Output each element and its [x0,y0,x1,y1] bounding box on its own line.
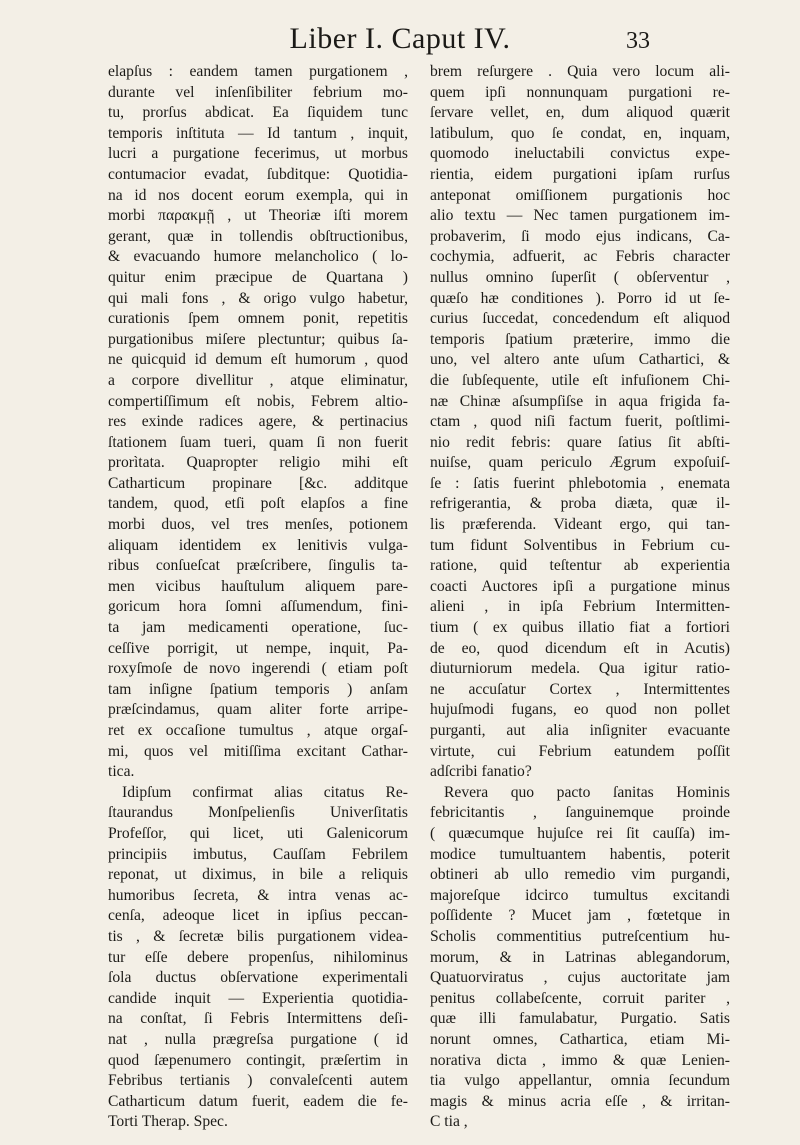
text-line: næ Chinæ aſsumpſiſse in aqua frigida fa- [430,392,730,410]
text-line: ſtaurandus Monſpelienſis Univerſitatis [108,804,408,822]
text-line: ratione, quid teſtentur ab experientia [430,557,730,575]
text-line: Profeſſor, qui licet, uti Galenicorum [108,824,408,842]
text-line: tandem, quod, etſi poſt elapſos a fine [108,495,408,513]
text-line: candide inquit — Experientia quotidia- [108,989,408,1007]
text-line: febricitantis , ſanguinemque proinde [430,804,730,822]
text-line: uno, vel altero ante uſum Cathartici, & [430,351,730,369]
text-line: morbi duos, vel tres menſes, potionem [108,516,408,534]
text-line: nio redit febris: quare ſatius ſit abſti- [430,433,730,451]
text-line: reponat, ut diximus, in bile a reliquis [108,866,408,884]
text-line: morum, & in Latrinas ablegandorum, [430,948,730,966]
text-line: Scholis commentitius putreſcentium hu- [430,927,730,945]
text-line: purganti, aut alia inſigniter evacuante [430,722,730,739]
page-header [0,22,800,62]
text-line: lis præferenda. Videant ergo, qui tan- [430,516,730,534]
text-line: poſſidente ? Mucet jam , fœtetque in [430,907,730,925]
text-line: adſcribi fanatio? [430,763,532,781]
left-column [108,62,408,1131]
text-line: cenſa, adeoque licet in ipſius peccan- [108,907,408,925]
text-line: contumacior evadat, ſubditque: Quotidia- [108,165,408,183]
text-line: nullus omnino ſuperſit ( obſerventur , [430,268,730,286]
text-line: de eo, quod dicendum eſt in Acutis) [430,639,730,657]
text-line: ne quicquid id demum eſt humorum , quod [108,351,408,369]
text-line: roxyſmoſe de novo ingerendi ( etiam poſt [108,660,408,678]
text-line: anteponat omiſſionem purgationis hoc [430,186,730,204]
text-line: obtineri ab ullo remedio vim purgandi, [430,866,730,884]
text-line: alieni , in ipſa Febrium Intermitten- [430,598,730,616]
text-line: Torti Therap. Spec. [108,1113,228,1131]
text-line: penitus collabeſcente, corruit pariter , [430,989,730,1007]
text-line: nat , nulla prægreſsa purgatione ( id [108,1030,408,1048]
text-line: nuiſse, quam periculo Ægrum expoſuiſ- [430,454,730,472]
text-line: na conſtat, ſi Febris Intermittens deſi- [108,1010,408,1028]
page-number: 33 [626,28,650,54]
text-line: principiis imbutus, Cauſſam Febrilem [108,845,408,863]
text-line: latibulum, quo ſe condat, en, inquam, [430,124,730,142]
text-line: na id nos docent eorum exempla, qui in [108,186,408,204]
text-line: Catharticum datum fuerit, eadem die fe- [108,1092,408,1110]
text-line: curationis ſpem omnem ponit, repetitis [108,310,408,328]
right-column [430,62,730,1131]
text-line: morbi παρακμῇ , ut Theoriæ iſti morem [108,207,408,225]
text-line: purgationibus miſere plectuntur; quibus ſa- [108,330,408,348]
text-line: coacti Auctores ipſi a purgatione minus [430,577,730,595]
text-line: Febribus tertianis ) convaleſcenti autem [108,1072,408,1090]
text-line: magis & minus acria eſſe , & irritan- [430,1092,730,1110]
text-line: quæſo hæ conditiones ). Porro id ut ſe- [430,289,730,307]
text-line: die ſubſequente, utile eſt infuſionem Chi- [430,371,730,389]
text-line: diuturniorum medela. Qua igitur ratio- [430,660,730,678]
text-line: Idipſum confirmat alias citatus Re- [122,783,408,801]
text-line: probaverim, ſi modo ejus indicans, Ca- [430,227,730,245]
text-line: hujuſmodi fugans, eo quod non pollet [430,701,730,719]
text-line: norativa dicta , immo & quæ Lenien- [430,1051,730,1069]
text-line: aliquam identidem ex lenitivis vulga- [108,536,408,554]
text-line: humoribus ſecreta, & intra venas ac- [108,886,408,904]
text-line: prorìtata. Quapropter religio mihi eſt [108,454,408,472]
text-line: qui mali fons , & origo vulgo habetur, [108,289,408,307]
text-line: C tia , [430,1113,468,1131]
text-line: ret ex occaſione tumultus , atque orgaſ- [108,722,408,739]
text-line: Catharticum propinare [&c. additque [108,474,408,492]
text-line: cochymia, adfuerit, ac Febris character [430,248,730,266]
text-line: ribus conſueſcat præſcribere, ſingulis ta- [108,557,408,575]
text-line: virtute, cui Febrium eatundem poſſit [430,742,730,760]
text-line: ne accuſatur Cortex , Intermittentes [430,680,730,698]
text-line: temporis ſpatium præterire, immo die [430,330,730,348]
text-line: lucri a purgatione fecerimus, ut morbus [108,145,408,163]
text-line: & evacuando humore melancholico ( lo- [108,248,408,266]
text-line: alio textu — Nec tamen purgationem im- [430,207,730,225]
text-line: compertiſſimum eſt nobis, Febrem altio- [108,392,408,410]
text-line: curius ſuccedat, concedendum eſt aliquod [430,310,730,328]
text-line: tu, prorſus abdicat. Ea ſiquidem tunc [108,104,408,122]
text-line: tium ( ex quibus illatio fiat a fortiori [430,619,730,637]
text-line: temporis inſtituta — Id tantum , inquit, [108,124,408,142]
text-line: Revera quo pacto ſanitas Hominis [444,783,730,801]
text-line: mi, quos vel mitiſſima excitant Cathar- [108,742,408,760]
text-line: tia vulgo appellantur, omnia ſecundum [430,1072,730,1090]
running-head: Liber I. Caput IV. [289,22,511,55]
text-line: ctam , quod niſi factum fuerit, poſtlimi- [430,413,730,431]
text-line: tica. [108,763,135,781]
text-line: quitur enim præcipue de Quartana ) [108,268,408,286]
text-line: men vicibus hauſtulum aliquem pare- [108,577,408,595]
text-line: ſola ductus obſervatione experimentali [108,969,408,987]
text-line: gerant, quæ in tollendis obſtructionibus, [108,227,408,245]
text-line: brem reſurgere . Quia vero locum ali- [430,63,730,80]
text-line: Quatuorviratus , cujus auctoritate jam [430,969,730,987]
text-columns [108,62,730,1131]
text-line: majoreſque idcirco tumultus excitandi [430,886,730,904]
text-line: a corpore divellitur , atque eliminatur, [108,371,408,389]
text-line: quod ſæpenumero contingit, præſertim in [108,1051,408,1069]
text-line: res exinde radices agere, & pertinacius [108,413,408,431]
text-line: ta jam medicamenti operatione, ſuc- [108,619,408,637]
text-line: tam inſigne ſpatium temporis ) anſam [108,680,408,698]
text-line: quæ illi famulabatur, Purgatio. Satis [430,1010,730,1028]
text-line: durante vel inſenſibiliter febrium mo- [108,83,408,101]
text-line: elapſus : eandem tamen purgationem , [108,63,408,80]
text-line: quem ipſi nonnunquam purgationi re- [430,83,730,101]
text-line: ( quæcumque hujuſce rei ſit cauſſa) im- [430,824,730,842]
text-line: rientia, eidem purgationi ipſam rurſus [430,165,730,183]
text-line: ſe : ſatis fuerint phlebotomia , enemata [430,474,730,492]
text-line: norunt omnes, Cathartica, etiam Mi- [430,1030,730,1048]
text-line: ſtationem ſuam tueri, quam ſi non fuerit [108,433,408,451]
text-line: ſervare vellet, en, dum aliquod quærit [430,104,730,122]
text-line: ceſſive porrigit, ut nempe, inquit, Pa- [108,639,408,657]
text-line: quomodo ineluctabili convictus expe- [430,145,730,163]
text-line: tur eſſe debere propenſus, nihilominus [108,948,408,966]
text-line: tis , & ſecretæ bilis purgationem videa- [108,927,408,945]
text-line: goricum hora ſomni aſſumendum, fini- [108,598,408,616]
text-line: tum fidunt Solventibus in Febrium cu- [430,536,730,554]
text-line: modice tumultuantem habentis, poterit [430,845,730,863]
text-line: præſcindamus, quam aliter forte arripe- [108,701,408,719]
text-line: refrigerantia, & proba diæta, quæ il- [430,495,730,513]
